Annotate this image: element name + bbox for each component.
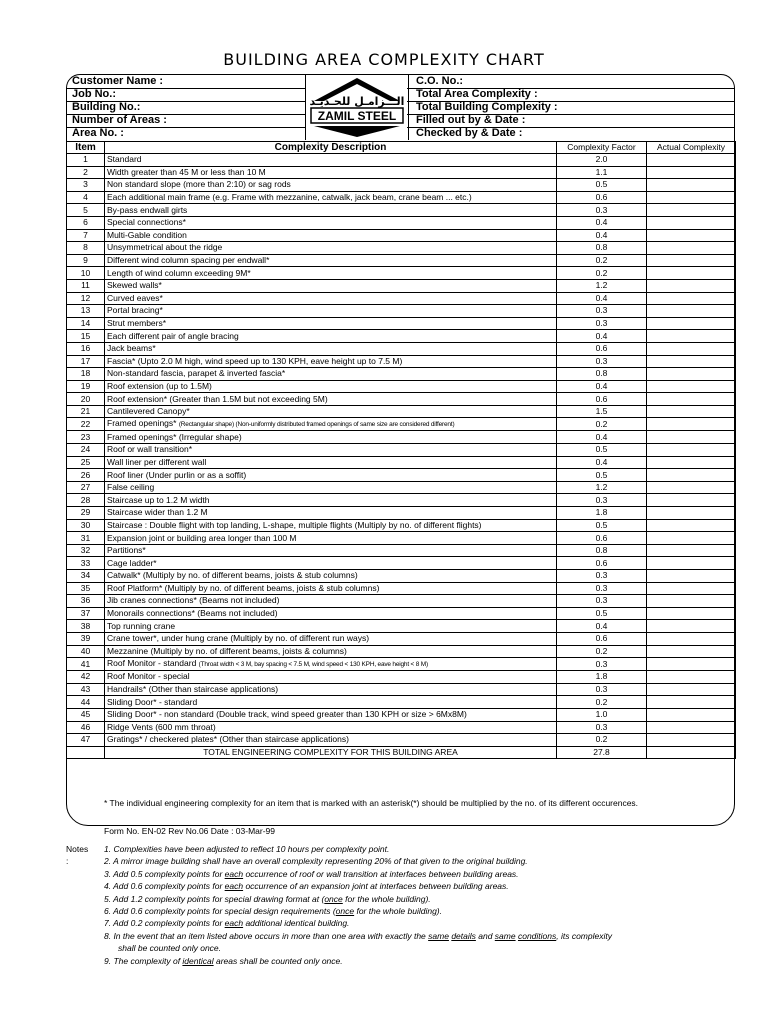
- item-number: 8: [67, 242, 105, 255]
- item-number: 46: [67, 721, 105, 734]
- complexity-factor: 0.4: [557, 292, 647, 305]
- description-column-header: Complexity Description: [105, 142, 557, 154]
- actual-column-header: Actual Complexity: [647, 142, 736, 154]
- actual-complexity-cell[interactable]: [647, 431, 736, 444]
- table-row: [67, 607, 736, 620]
- actual-complexity-cell[interactable]: [647, 595, 736, 608]
- complexity-factor: 0.3: [557, 494, 647, 507]
- actual-complexity-cell[interactable]: [647, 154, 736, 167]
- item-number: 24: [67, 444, 105, 457]
- actual-complexity-cell[interactable]: [647, 355, 736, 368]
- complexity-factor: 0.3: [557, 595, 647, 608]
- item-description: Multi-Gable condition: [105, 229, 557, 242]
- table-row: [67, 658, 736, 671]
- actual-complexity-cell[interactable]: [647, 544, 736, 557]
- actual-complexity-cell[interactable]: [647, 607, 736, 620]
- item-number: 43: [67, 683, 105, 696]
- actual-complexity-cell[interactable]: [647, 279, 736, 292]
- item-description: Fascia* (Upto 2.0 M high, wind speed up to 130 KPH, eave height up to 7.5 M): [105, 355, 557, 368]
- item-number: 21: [67, 405, 105, 418]
- table-row: [67, 444, 736, 457]
- item-number: 36: [67, 595, 105, 608]
- customer-name-label[interactable]: Customer Name :: [72, 75, 164, 87]
- item-number: 2: [67, 166, 105, 179]
- table-row: [67, 734, 736, 747]
- table-row: [67, 342, 736, 355]
- item-description: Jack beams*: [105, 342, 557, 355]
- table-row: [67, 708, 736, 721]
- actual-complexity-cell[interactable]: [647, 305, 736, 318]
- actual-complexity-cell[interactable]: [647, 216, 736, 229]
- item-description: Unsymmetrical about the ridge: [105, 242, 557, 255]
- item-number: 9: [67, 254, 105, 267]
- item-description: By-pass endwall girts: [105, 204, 557, 217]
- actual-complexity-cell[interactable]: [647, 582, 736, 595]
- factor-column-header: Complexity Factor: [557, 142, 647, 154]
- page-title: BUILDING AREA COMPLEXITY CHART: [223, 50, 545, 69]
- complexity-factor: 0.4: [557, 229, 647, 242]
- actual-complexity-cell[interactable]: [647, 242, 736, 255]
- actual-complexity-cell[interactable]: [647, 254, 736, 267]
- table-row: [67, 469, 736, 482]
- header-divider: [407, 101, 735, 102]
- item-description: False ceiling: [105, 481, 557, 494]
- item-description: Staircase wider than 1.2 M: [105, 507, 557, 520]
- item-number: 30: [67, 519, 105, 532]
- item-description: Portal bracing*: [105, 305, 557, 318]
- item-description: Each additional main frame (e.g. Frame with mezzanine, catwalk, jack beam, crane beam ... etc.): [105, 191, 557, 204]
- item-number: 3: [67, 179, 105, 192]
- complexity-factor: 0.8: [557, 242, 647, 255]
- actual-complexity-cell[interactable]: [647, 204, 736, 217]
- table-row: [67, 595, 736, 608]
- item-number: 29: [67, 507, 105, 520]
- complexity-factor: 0.3: [557, 658, 647, 671]
- actual-complexity-cell[interactable]: [647, 267, 736, 280]
- table-row: [67, 330, 736, 343]
- actual-complexity-cell[interactable]: [647, 721, 736, 734]
- actual-complexity-cell[interactable]: [647, 696, 736, 709]
- complexity-factor: 2.0: [557, 154, 647, 167]
- table-row: [67, 532, 736, 545]
- item-description: Handrails* (Other than staircase applications): [105, 683, 557, 696]
- checked-by-label[interactable]: Checked by & Date :: [416, 127, 523, 139]
- item-number: 15: [67, 330, 105, 343]
- item-description: Different wind column spacing per endwall*: [105, 254, 557, 267]
- complexity-factor: 0.2: [557, 645, 647, 658]
- table-row: [67, 519, 736, 532]
- item-description: Roof extension* (Greater than 1.5M but not exceeding 5M): [105, 393, 557, 406]
- asterisk-footnote: * The individual engineering complexity for an item that is marked with an asterisk(*) should be multiplied by the no. of its different occurences.: [104, 798, 639, 808]
- actual-complexity-cell[interactable]: [647, 494, 736, 507]
- actual-complexity-cell[interactable]: [647, 519, 736, 532]
- table-row: [67, 191, 736, 204]
- item-description: Standard: [105, 154, 557, 167]
- item-number: 45: [67, 708, 105, 721]
- complexity-factor: 0.5: [557, 469, 647, 482]
- item-description: Jib cranes connections* (Beams not included): [105, 595, 557, 608]
- form-number: Form No. EN-02 Rev No.06 Date : 03-Mar-99: [104, 826, 276, 836]
- item-description: Non standard slope (more than 2:10) or sag rods: [105, 179, 557, 192]
- actual-complexity-cell[interactable]: [647, 393, 736, 406]
- actual-complexity-cell[interactable]: [647, 469, 736, 482]
- item-description: Staircase up to 1.2 M width: [105, 494, 557, 507]
- item-number: 27: [67, 481, 105, 494]
- complexity-factor: 1.5: [557, 405, 647, 418]
- table-row: [67, 418, 736, 431]
- complexity-factor: 0.3: [557, 305, 647, 318]
- item-description: Roof liner (Under purlin or as a soffit): [105, 469, 557, 482]
- complexity-factor: 0.2: [557, 734, 647, 747]
- item-description: Roof Monitor - special: [105, 671, 557, 684]
- total-row: [67, 746, 736, 759]
- note-item: 9. The complexity of identical areas shall be counted only once.: [104, 955, 343, 966]
- item-number: 25: [67, 456, 105, 469]
- item-number: 1: [67, 154, 105, 167]
- item-number: 26: [67, 469, 105, 482]
- actual-complexity-cell[interactable]: [647, 330, 736, 343]
- actual-complexity-cell[interactable]: [647, 557, 736, 570]
- table-row: [67, 305, 736, 318]
- table-row: [67, 317, 736, 330]
- complexity-table: [66, 141, 736, 759]
- table-row: [67, 620, 736, 633]
- complexity-factor: 0.5: [557, 607, 647, 620]
- item-description: Sliding Door* - standard: [105, 696, 557, 709]
- actual-complexity-cell[interactable]: [647, 671, 736, 684]
- job-no-label[interactable]: Job No.:: [72, 88, 116, 100]
- complexity-factor: 0.5: [557, 444, 647, 457]
- item-description: Catwalk* (Multiply by no. of different beams, joists & stub columns): [105, 570, 557, 583]
- actual-complexity-cell[interactable]: [647, 179, 736, 192]
- filled-out-by-label[interactable]: Filled out by & Date :: [416, 114, 526, 126]
- item-number: 23: [67, 431, 105, 444]
- item-description: Monorails connections* (Beams not included): [105, 607, 557, 620]
- complexity-factor: 0.4: [557, 456, 647, 469]
- table-row: [67, 645, 736, 658]
- complexity-factor: 0.6: [557, 342, 647, 355]
- complexity-factor: 1.8: [557, 507, 647, 520]
- note-item: 3. Add 0.5 complexity points for each occurrence of roof or wall transition at interfaces between building areas.: [104, 868, 519, 879]
- note-item-continued: shall be counted only once.: [118, 943, 222, 954]
- item-number: 18: [67, 368, 105, 381]
- complexity-factor: 1.1: [557, 166, 647, 179]
- actual-complexity-cell[interactable]: [647, 405, 736, 418]
- complexity-factor: 0.4: [557, 330, 647, 343]
- complexity-factor: 0.5: [557, 179, 647, 192]
- complexity-factor: 0.6: [557, 632, 647, 645]
- actual-complexity-cell[interactable]: [647, 166, 736, 179]
- table-row: [67, 683, 736, 696]
- complexity-factor: 0.3: [557, 204, 647, 217]
- item-description: Gratings* / checkered plates* (Other than staircase applications): [105, 734, 557, 747]
- complexity-factor: 1.2: [557, 279, 647, 292]
- svg-text:ZAMIL STEEL: ZAMIL STEEL: [317, 109, 397, 123]
- item-number: 17: [67, 355, 105, 368]
- table-row: [67, 494, 736, 507]
- item-number: 4: [67, 191, 105, 204]
- table-row: [67, 721, 736, 734]
- complexity-factor: 0.3: [557, 683, 647, 696]
- item-description: Top running crane: [105, 620, 557, 633]
- total-building-complexity-label[interactable]: Total Building Complexity :: [416, 101, 558, 113]
- actual-complexity-cell[interactable]: [647, 620, 736, 633]
- table-row: [67, 216, 736, 229]
- complexity-factor: 0.6: [557, 532, 647, 545]
- complexity-factor: 0.5: [557, 519, 647, 532]
- table-row: [67, 229, 736, 242]
- table-row: [67, 431, 736, 444]
- table-row: [67, 154, 736, 167]
- actual-complexity-cell[interactable]: [647, 481, 736, 494]
- table-row: [67, 632, 736, 645]
- header-divider: [407, 127, 735, 128]
- item-number: 22: [67, 418, 105, 431]
- notes-list: [104, 843, 764, 967]
- item-number: 32: [67, 544, 105, 557]
- actual-complexity-cell[interactable]: [647, 444, 736, 457]
- table-row: [67, 279, 736, 292]
- table-row: [67, 696, 736, 709]
- item-description: Non-standard fascia, parapet & inverted fascia*: [105, 368, 557, 381]
- item-description: Mezzanine (Multiply by no. of different beams, joists & columns): [105, 645, 557, 658]
- actual-complexity-cell[interactable]: [647, 708, 736, 721]
- item-number: 33: [67, 557, 105, 570]
- table-row: [67, 481, 736, 494]
- complexity-factor: 0.6: [557, 191, 647, 204]
- complexity-factor: 1.8: [557, 671, 647, 684]
- complexity-factor: 0.2: [557, 696, 647, 709]
- actual-complexity-cell[interactable]: [647, 645, 736, 658]
- item-description: Roof Platform* (Multiply by no. of different beams, joists & stub columns): [105, 582, 557, 595]
- complexity-factor: 0.3: [557, 355, 647, 368]
- item-description: Roof extension (up to 1.5M): [105, 380, 557, 393]
- table-row: [67, 166, 736, 179]
- co-no-label[interactable]: C.O. No.:: [416, 75, 464, 87]
- actual-complexity-cell[interactable]: [647, 418, 736, 431]
- actual-complexity-cell[interactable]: [647, 532, 736, 545]
- item-number: 47: [67, 734, 105, 747]
- actual-complexity-cell[interactable]: [647, 191, 736, 204]
- complexity-factor: 0.2: [557, 254, 647, 267]
- item-number: 16: [67, 342, 105, 355]
- complexity-factor: 0.6: [557, 557, 647, 570]
- header-divider: [66, 101, 305, 102]
- actual-complexity-cell[interactable]: [647, 456, 736, 469]
- header-divider: [66, 127, 305, 128]
- item-number: 13: [67, 305, 105, 318]
- total-label: TOTAL ENGINEERING COMPLEXITY FOR THIS BUILDING AREA: [105, 746, 557, 759]
- item-number: 19: [67, 380, 105, 393]
- item-description: Roof Monitor - standard (Throat width < 3 M, bay spacing < 7.5 M, wind speed < 130 KPH, eave height < 8 M): [105, 658, 557, 671]
- item-number: 11: [67, 279, 105, 292]
- item-description: Cage ladder*: [105, 557, 557, 570]
- complexity-factor: 0.3: [557, 582, 647, 595]
- item-description: Partitions*: [105, 544, 557, 557]
- item-column-header: Item: [67, 142, 105, 154]
- building-no-label[interactable]: Building No.:: [72, 101, 141, 113]
- complexity-factor: 0.3: [557, 317, 647, 330]
- header-divider: [407, 114, 735, 115]
- complexity-factor: 0.3: [557, 570, 647, 583]
- item-description: Strut members*: [105, 317, 557, 330]
- complexity-factor: 0.8: [557, 368, 647, 381]
- item-number: 12: [67, 292, 105, 305]
- actual-complexity-cell[interactable]: [647, 632, 736, 645]
- note-item: 1. Complexities have been adjusted to reflect 10 hours per complexity point.: [104, 844, 390, 854]
- table-row: [67, 671, 736, 684]
- item-number: 6: [67, 216, 105, 229]
- header-divider: [66, 88, 305, 89]
- item-description: Curved eaves*: [105, 292, 557, 305]
- table-header-row: [67, 142, 736, 154]
- item-number: 39: [67, 632, 105, 645]
- item-number: 40: [67, 645, 105, 658]
- note-item: 7. Add 0.2 complexity points for each additional identical building.: [104, 918, 350, 929]
- actual-complexity-cell[interactable]: [647, 229, 736, 242]
- item-description: Special connections*: [105, 216, 557, 229]
- table-row: [67, 507, 736, 520]
- item-description: Framed openings* (Irregular shape): [105, 431, 557, 444]
- actual-complexity-cell[interactable]: [647, 380, 736, 393]
- notes-label: Notes :: [66, 844, 89, 867]
- table-row: [67, 179, 736, 192]
- complexity-factor: 0.3: [557, 721, 647, 734]
- actual-complexity-cell[interactable]: [647, 292, 736, 305]
- header-right-fields: [416, 75, 558, 140]
- complexity-factor: 0.4: [557, 380, 647, 393]
- item-description: Width greater than 45 M or less than 10 M: [105, 166, 557, 179]
- item-description: Expansion joint or building area longer than 100 M: [105, 532, 557, 545]
- table-row: [67, 393, 736, 406]
- item-number: 5: [67, 204, 105, 217]
- complexity-factor: 0.6: [557, 393, 647, 406]
- item-description: Staircase : Double flight with top landing, L-shape, multiple flights (Multiply by no. of different flights): [105, 519, 557, 532]
- header-divider: [66, 114, 305, 115]
- zamil-steel-logo: [305, 75, 409, 140]
- item-number: 34: [67, 570, 105, 583]
- item-description: Each different pair of angle bracing: [105, 330, 557, 343]
- note-item: 4. Add 0.6 complexity points for each occurrence of an expansion joint at interfaces between building areas.: [104, 881, 509, 892]
- item-description: Roof or wall transition*: [105, 444, 557, 457]
- complexity-factor: 1.0: [557, 708, 647, 721]
- complexity-factor: 0.8: [557, 544, 647, 557]
- actual-complexity-cell[interactable]: [647, 658, 736, 671]
- total-actual-cell[interactable]: [647, 746, 736, 759]
- item-number: 44: [67, 696, 105, 709]
- item-number: 20: [67, 393, 105, 406]
- item-number: 14: [67, 317, 105, 330]
- table-row: [67, 380, 736, 393]
- number-of-areas-label[interactable]: Number of Areas :: [72, 114, 167, 126]
- item-description: Crane tower*, under hung crane (Multiply by no. of different run ways): [105, 632, 557, 645]
- table-row: [67, 557, 736, 570]
- actual-complexity-cell[interactable]: [647, 368, 736, 381]
- table-row: [67, 254, 736, 267]
- note-item: 2. A mirror image building shall have an overall complexity representing 20% of that given to the original building.: [104, 856, 528, 867]
- complexity-factor: 0.4: [557, 431, 647, 444]
- complexity-factor: 0.4: [557, 620, 647, 633]
- table-row: [67, 355, 736, 368]
- complexity-factor: 0.2: [557, 418, 647, 431]
- table-row: [67, 456, 736, 469]
- complexity-factor: 0.4: [557, 216, 647, 229]
- item-description: Sliding Door* - non standard (Double track, wind speed greater than 130 KPH or size > 6Mx8M): [105, 708, 557, 721]
- actual-complexity-cell[interactable]: [647, 342, 736, 355]
- item-number: 35: [67, 582, 105, 595]
- table-row: [67, 204, 736, 217]
- complexity-factor: 0.2: [557, 267, 647, 280]
- item-description: Wall liner per different wall: [105, 456, 557, 469]
- table-row: [67, 570, 736, 583]
- item-number: 41: [67, 658, 105, 671]
- actual-complexity-cell[interactable]: [647, 507, 736, 520]
- complexity-factor: 1.2: [557, 481, 647, 494]
- note-item: 6. Add 0.6 complexity points for special design requirements (once for the whole building).: [104, 906, 442, 917]
- area-no-label[interactable]: Area No. :: [72, 127, 124, 139]
- actual-complexity-cell[interactable]: [647, 683, 736, 696]
- item-number: 28: [67, 494, 105, 507]
- table-row: [67, 267, 736, 280]
- actual-complexity-cell[interactable]: [647, 317, 736, 330]
- header-left-fields: [72, 75, 167, 140]
- item-description: Skewed walls*: [105, 279, 557, 292]
- table-row: [67, 544, 736, 557]
- item-number: 31: [67, 532, 105, 545]
- note-item: 8. In the event that an item listed above occurs in more than one area with exactly the same details and same conditions, its complexity: [104, 930, 612, 941]
- note-item: 5. Add 1.2 complexity points for special drawing format at (once for the whole building).: [104, 893, 431, 904]
- item-number: 42: [67, 671, 105, 684]
- item-description: Framed openings* (Rectangular shape) (Non-uniformly distributed framed openings of same size are considered different): [105, 418, 557, 431]
- header-divider: [407, 88, 735, 89]
- actual-complexity-cell[interactable]: [647, 570, 736, 583]
- item-number: 38: [67, 620, 105, 633]
- item-description: Ridge Vents (600 mm throat): [105, 721, 557, 734]
- item-number: 10: [67, 267, 105, 280]
- table-row: [67, 405, 736, 418]
- table-row: [67, 242, 736, 255]
- actual-complexity-cell[interactable]: [647, 734, 736, 747]
- total-area-complexity-label[interactable]: Total Area Complexity :: [416, 88, 538, 100]
- total-value: 27.8: [557, 746, 647, 759]
- item-description: Cantilevered Canopy*: [105, 405, 557, 418]
- item-number: 7: [67, 229, 105, 242]
- table-row: [67, 368, 736, 381]
- svg-text:الـــزامـل للحـديـد: الـــزامـل للحـديـد: [309, 95, 405, 108]
- table-row: [67, 582, 736, 595]
- item-number: 37: [67, 607, 105, 620]
- item-description: Length of wind column exceeding 9M*: [105, 267, 557, 280]
- table-row: [67, 292, 736, 305]
